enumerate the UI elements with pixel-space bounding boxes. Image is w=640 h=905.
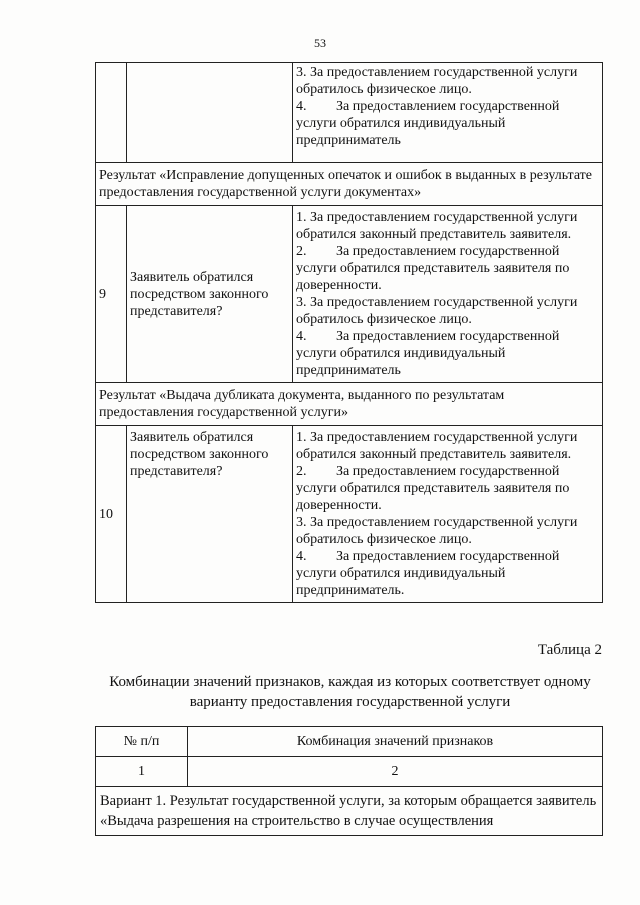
answer-2: 2. За предоставлением государственной услуги обратился представитель заявителя по доверенности. bbox=[296, 464, 570, 513]
result-text: Результат «Исправление допущенных опечаток и ошибок в выданных в результате предоставления государственной услуги документах» bbox=[96, 163, 603, 206]
variant-text: Вариант 1. Результат государственной услуги, за которым обращается заявитель «Выдача разрешения на строительство в случае осуществления bbox=[96, 787, 603, 836]
answer-4: 4. За предоставлением государственной услуги обратился индивидуальный предприниматель bbox=[296, 99, 560, 148]
cell-num bbox=[96, 63, 127, 163]
table-label: Таблица 2 bbox=[537, 642, 602, 658]
table-row bbox=[96, 63, 603, 163]
table-row bbox=[96, 206, 603, 383]
numbering-row bbox=[96, 757, 603, 787]
row-number: 9 bbox=[96, 206, 127, 383]
col-header-number: № п/п bbox=[96, 727, 188, 757]
answer-3: 3. За предоставлением государственной услуги обратилось физическое лицо. bbox=[296, 295, 578, 327]
page-number: 53 bbox=[314, 36, 326, 50]
criteria-table bbox=[95, 62, 603, 603]
cell-answers bbox=[293, 206, 603, 383]
answer-3: 3. За предоставлением государственной услуги обратилось физическое лицо. bbox=[296, 65, 578, 97]
col-number-2: 2 bbox=[188, 757, 603, 787]
col-header-combination: Комбинация значений признаков bbox=[188, 727, 603, 757]
row-number: 10 bbox=[96, 426, 127, 603]
result-text: Результат «Выдача дубликата документа, выданного по результатам предоставления государственной услуги» bbox=[96, 383, 603, 426]
answer-2: 2. За предоставлением государственной услуги обратился представитель заявителя по доверенности. bbox=[296, 244, 570, 293]
cell-answers bbox=[293, 426, 603, 603]
row-question: Заявитель обратился посредством законного представителя? bbox=[127, 426, 293, 603]
answer-1: 1. За предоставлением государственной услуги обратился законный представитель заявителя. bbox=[296, 430, 578, 462]
combinations-table bbox=[95, 726, 603, 836]
answer-1: 1. За предоставлением государственной услуги обратился законный представитель заявителя. bbox=[296, 210, 578, 242]
cell-answers bbox=[293, 63, 603, 163]
row-question: Заявитель обратился посредством законного представителя? bbox=[127, 206, 293, 383]
cell-question bbox=[127, 63, 293, 163]
answer-3: 3. За предоставлением государственной услуги обратилось физическое лицо. bbox=[296, 515, 578, 547]
result-row bbox=[96, 163, 603, 206]
header-row bbox=[96, 727, 603, 757]
answer-4: 4. За предоставлением государственной услуги обратился индивидуальный предприниматель bbox=[296, 329, 560, 378]
variant-row bbox=[96, 787, 603, 836]
table-row bbox=[96, 426, 603, 603]
col-number-1: 1 bbox=[96, 757, 188, 787]
table-heading: Комбинации значений признаков, каждая из которых соответствует одному варианту предоставления государственной услуги bbox=[109, 674, 591, 710]
result-row bbox=[96, 383, 603, 426]
answer-4: 4. За предоставлением государственной услуги обратился индивидуальный предприниматель. bbox=[296, 549, 560, 598]
